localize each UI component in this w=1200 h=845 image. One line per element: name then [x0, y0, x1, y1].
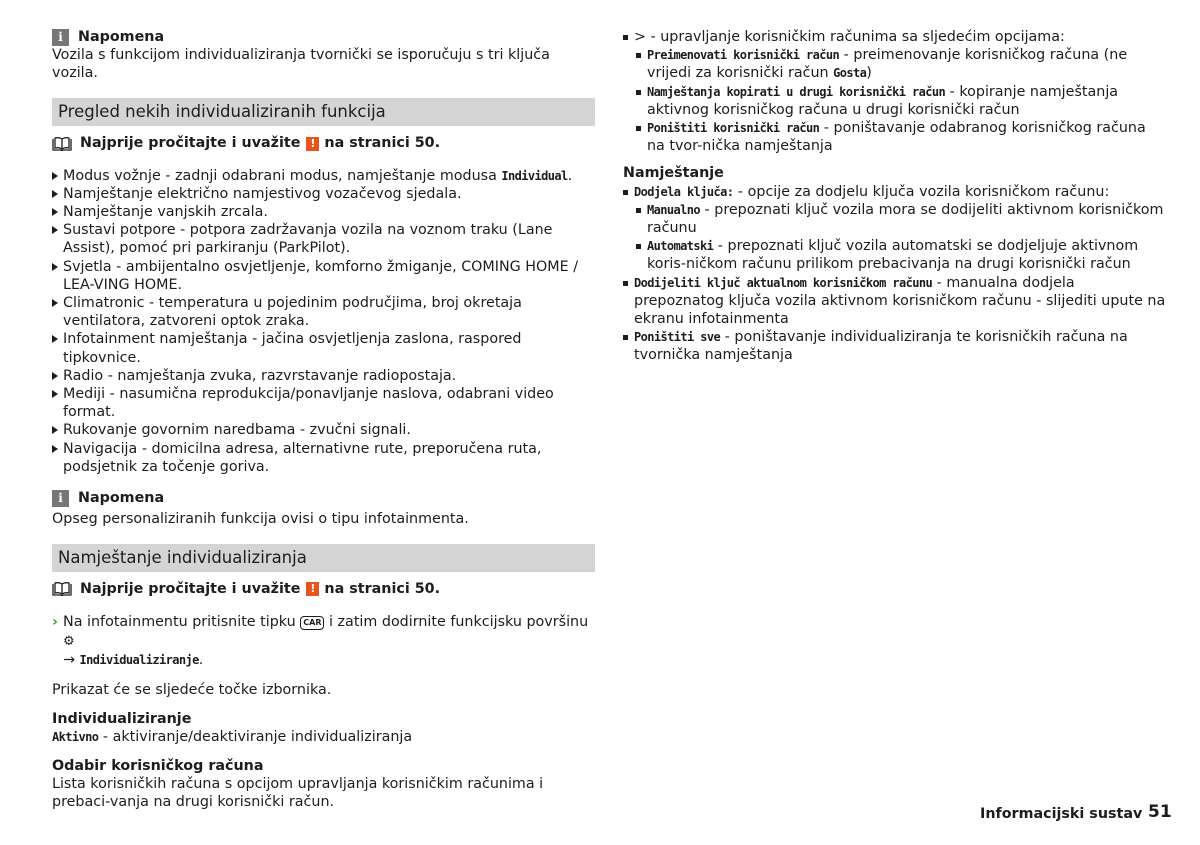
car-key-icon: CAR	[300, 616, 324, 630]
read-first-notice: Najprije pročitajte i uvažite ! na stranici 50.	[52, 134, 595, 152]
info-icon: i	[52, 490, 69, 507]
page-number: 51	[1148, 802, 1172, 822]
read-first-notice: Najprije pročitajte i uvažite ! na stranici 50.	[52, 580, 595, 598]
book-icon	[52, 137, 72, 151]
list-item: Poništiti korisnički račun - poništavanje odabranog korisničkog računa na tvor-nička namještanja	[636, 119, 1168, 155]
list-item: Rukovanje govornim naredbama - zvučni signali.	[52, 421, 595, 439]
list-item: Svjetla - ambijentalno osvjetljenje, komforno žmiganje, COMING HOME / LEA-VING HOME.	[52, 258, 595, 294]
list-item: Namještanje električno namjestivog vozačevog sjedala.	[52, 185, 595, 203]
list-item: Dodijeliti ključ aktualnom korisničkom računu - manualna dodjela prepoznatog ključa vozila aktivnom korisničkom računu - slijediti upute na ekranu infotainmenta	[623, 274, 1168, 329]
subheading: Odabir korisničkog računa	[52, 757, 264, 774]
list-item: Climatronic - temperatura u pojedinim područjima, broj okretaja ventilatora, zatvoreni optok zraka.	[52, 294, 595, 330]
list-item: Radio - namještanja zvuka, razvrstavanje radiopostaja.	[52, 367, 595, 385]
left-column	[52, 28, 595, 811]
section-heading: Namještanje individualiziranja	[52, 544, 595, 572]
note-text: Opseg personaliziranih funkcija ovisi o tipu infotainmenta.	[52, 511, 469, 528]
note-title: Napomena	[78, 28, 165, 45]
footer-section-title: Informacijski sustav	[980, 806, 1143, 822]
list-item: Manualno - prepoznati ključ vozila mora se dodijeliti aktivnom korisničkom računu	[636, 201, 1168, 237]
list-item: Modus vožnje - zadnji odabrani modus, namještanje modusa Individual.	[52, 167, 595, 185]
list-item: Infotainment namještanja - jačina osvjetljenja zaslona, raspored tipkovnice.	[52, 330, 595, 366]
warning-icon: !	[306, 137, 319, 151]
list-item: Namještanje vanjskih zrcala.	[52, 203, 595, 221]
subheading: Individualiziranje	[52, 711, 192, 728]
section-heading: Pregled nekih individualiziranih funkcija	[52, 98, 595, 126]
arrow-right-icon: →	[63, 651, 75, 668]
list-item: Mediji - nasumična reprodukcija/ponavljanje naslova, odabrani video format.	[52, 385, 595, 421]
menu-intro: Prikazat će se sljedeće točke izbornika.	[52, 682, 332, 699]
note-text: Vozila s funkcijom individualiziranja tvornički se isporučuju s tri ključa vozila.	[52, 47, 550, 82]
note-title: Napomena	[78, 489, 165, 506]
list-item: Navigacija - domicilna adresa, alternativne rute, preporučena ruta, podsjetnik za točenje goriva.	[52, 440, 595, 476]
paragraph: Aktivno - aktiviranje/deaktiviranje individualiziranja	[52, 729, 413, 746]
list-item: Automatski - prepoznati ključ vozila automatski se dodjeljuje aktivnom koris-ničkom računu prilikom prebacivanja na drugi korisnički račun	[636, 237, 1168, 273]
options-list	[623, 28, 1168, 155]
warning-icon: !	[306, 582, 319, 596]
settings-gear-icon: ⚙	[63, 633, 75, 649]
feature-list	[52, 167, 595, 476]
info-icon: i	[52, 29, 69, 46]
list-item: Sustavi potpore - potpora zadržavanja vozila na voznom traku (Lane Assist), pomoć pri parkiranju (ParkPilot).	[52, 221, 595, 257]
options-list	[623, 183, 1168, 365]
paragraph: Lista korisničkih računa s opcijom upravljanja korisničkim računima i prebaci-vanja na drugi korisnički račun.	[52, 775, 544, 811]
list-item: > - upravljanje korisničkim računima sa sljedećim opcijama: Preimenovati korisnički račun - preimenovanje korisničkog računa (ne vrijedi za korisnički račun Gosta) Namještanja kopirati u drugi korisnički račun - kopiranje namještanja aktivnog korisničkog računa u drugi korisnički račun Poništiti korisnički račun - poništavanje odabranog korisničkog računa na tvor-nička namještanja	[623, 28, 1168, 155]
note-box	[52, 28, 595, 82]
list-item: Poništiti sve - poništavanje individualiziranja te korisničkih računa na tvornička namještanja	[623, 328, 1168, 364]
right-column	[623, 28, 1168, 365]
instruction-step: › Na infotainmentu pritisnite tipku CAR i zatim dodirnite funkcijsku površinu ⚙ → Individualiziranje.	[52, 614, 589, 668]
subheading: Namještanje	[623, 165, 724, 182]
book-icon	[52, 582, 72, 596]
list-item: Namještanja kopirati u drugi korisnički račun - kopiranje namještanja aktivnog korisničkog računa u drugi korisnički račun	[636, 83, 1168, 119]
list-item: Dodjela ključa: - opcije za dodjelu ključa vozila korisničkom računu: Manualno - prepoznati ključ vozila mora se dodijeliti aktivnom korisničkom računu Automatski - prepoznati ključ vozila automatski se dodjeljuje aktivnom koris-ničkom računu prilikom prebacivanja na drugi korisnički račun	[623, 183, 1168, 274]
step-arrow-icon: ›	[52, 614, 58, 631]
note-box	[52, 489, 595, 528]
list-item: Preimenovati korisnički račun - preimenovanje korisničkog računa (ne vrijedi za korisnički račun Gosta)	[636, 46, 1168, 82]
